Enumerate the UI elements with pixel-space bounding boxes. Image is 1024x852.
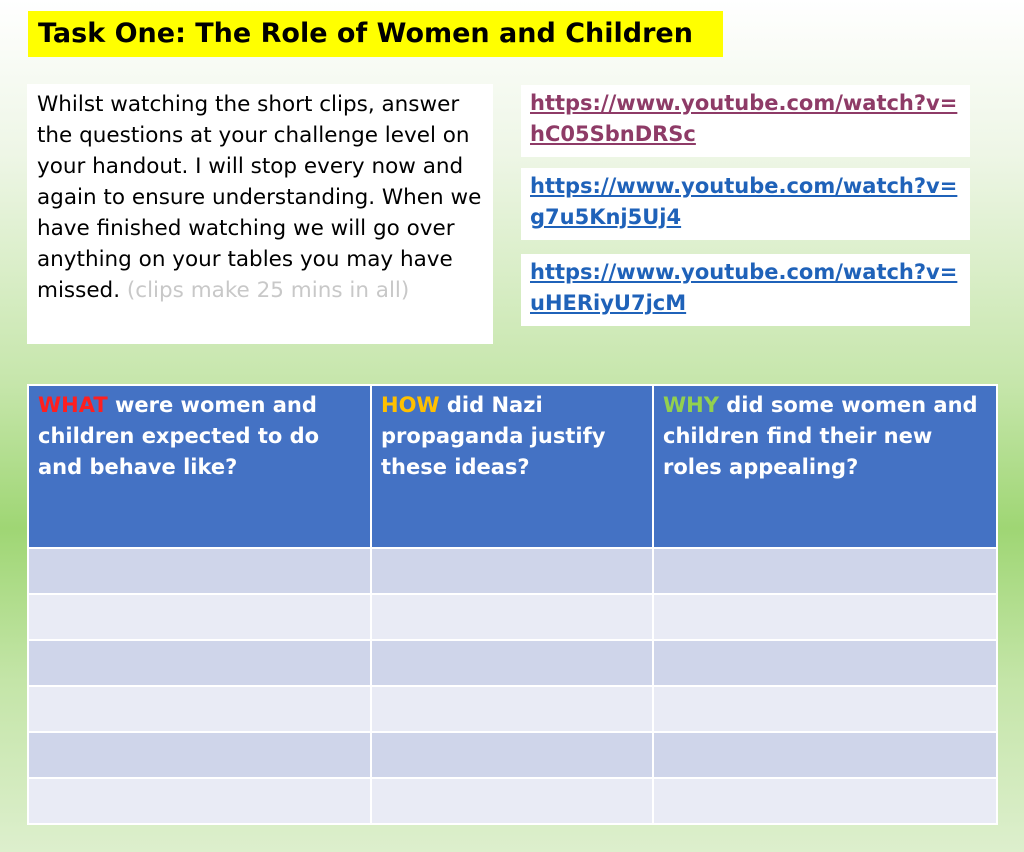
header-what — [28, 385, 371, 548]
header-what-text: were women and children expected to do and behave like? — [38, 393, 320, 479]
table-cell[interactable] — [371, 640, 653, 686]
keyword-why: WHY — [663, 393, 719, 417]
keyword-how: HOW — [381, 393, 440, 417]
table-cell[interactable] — [28, 594, 371, 640]
video-link-box-1 — [521, 85, 970, 157]
table-cell[interactable] — [28, 640, 371, 686]
table-cell[interactable] — [28, 732, 371, 778]
table-cell[interactable] — [653, 548, 997, 594]
table-row — [28, 594, 997, 640]
question-table — [27, 384, 998, 825]
table-row — [28, 640, 997, 686]
table-cell[interactable] — [653, 778, 997, 824]
table-cell[interactable] — [28, 778, 371, 824]
table-cell[interactable] — [371, 778, 653, 824]
table-cell[interactable] — [371, 548, 653, 594]
video-link-2[interactable]: https://www.youtube.com/watch?v=g7u5Knj5Uj4 — [530, 174, 958, 229]
table-cell[interactable] — [28, 548, 371, 594]
header-why-text: did some women and children find their new roles appealing? — [663, 393, 978, 479]
table-cell[interactable] — [653, 594, 997, 640]
page-title: Task One: The Role of Women and Children — [28, 11, 723, 57]
table-row — [28, 778, 997, 824]
table-header-row — [28, 385, 997, 548]
video-link-box-2 — [521, 168, 970, 240]
header-why — [653, 385, 997, 548]
header-how-text: did Nazi propaganda justify these ideas? — [381, 393, 606, 479]
table-cell[interactable] — [371, 594, 653, 640]
clips-duration-note: (clips make 25 mins in all) — [126, 278, 410, 303]
table-row — [28, 548, 997, 594]
keyword-what: WHAT — [38, 393, 108, 417]
table-cell[interactable] — [653, 732, 997, 778]
header-how — [371, 385, 653, 548]
table-cell[interactable] — [28, 686, 371, 732]
instructions-box — [27, 84, 493, 344]
video-link-box-3 — [521, 254, 970, 326]
video-link-3[interactable]: https://www.youtube.com/watch?v=uHERiyU7jcM — [530, 260, 958, 315]
table-row — [28, 732, 997, 778]
table-cell[interactable] — [653, 686, 997, 732]
table-cell[interactable] — [653, 640, 997, 686]
table-cell[interactable] — [371, 732, 653, 778]
video-link-1[interactable]: https://www.youtube.com/watch?v=hC05SbnDRSc — [530, 91, 958, 146]
table-row — [28, 686, 997, 732]
instructions-text: Whilst watching the short clips, answer the questions at your challenge level on your handout. I will stop every now and again to ensure understanding. When we have finished watching we will go over anything on your tables you may have missed. — [37, 92, 482, 303]
table-cell[interactable] — [371, 686, 653, 732]
